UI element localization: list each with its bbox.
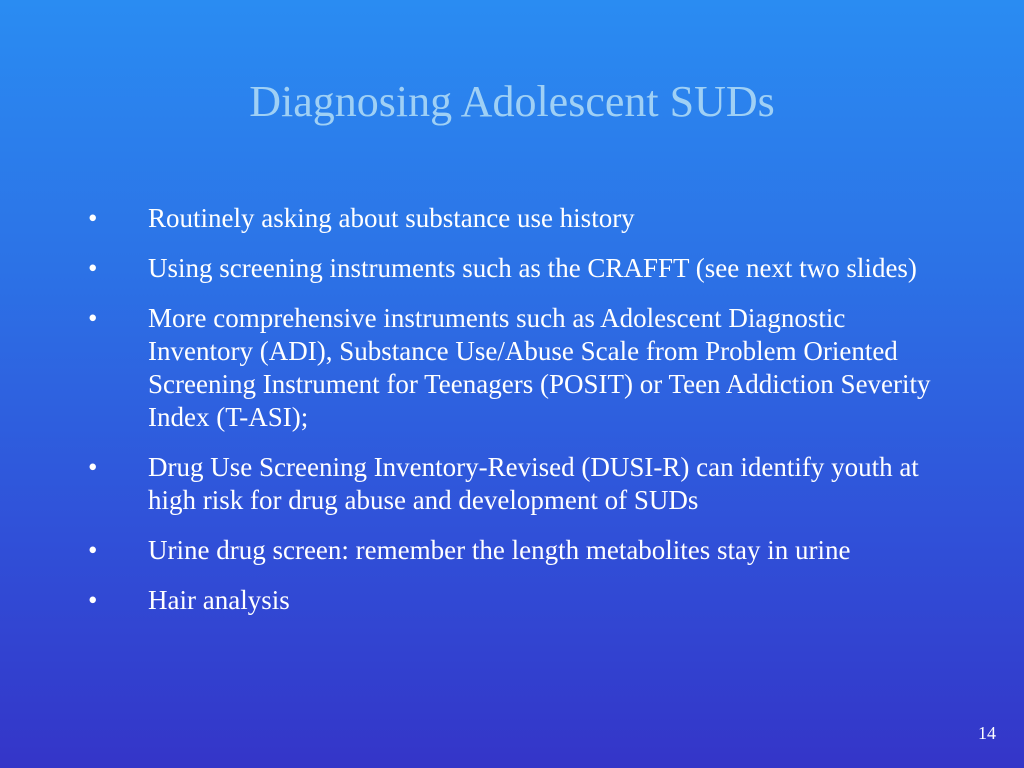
bullet-text: Hair analysis [148,585,290,615]
bullet-text: Routinely asking about substance use history [148,203,635,233]
bullet-item [84,451,954,517]
bullet-dot-icon: • [88,535,98,565]
bullet-item [84,302,954,434]
bullet-item [84,252,954,285]
bullet-list [84,202,954,634]
bullet-dot-icon: • [88,452,98,482]
bullet-text: More comprehensive instruments such as Adolescent Diagnostic Inventory (ADI), Substance Use/Abuse Scale from Problem Oriented Screening Instrument for Teenagers (POSIT) or Teen Addiction Severity Index (T-ASI); [148,303,931,432]
bullet-text: Using screening instruments such as the CRAFFT (see next two slides) [148,253,917,283]
bullet-dot-icon: • [88,253,98,283]
page-number: 14 [978,723,996,743]
bullet-item [84,202,954,235]
bullet-text: Drug Use Screening Inventory-Revised (DUSI-R) can identify youth at high risk for drug abuse and development of SUDs [148,452,919,515]
slide-title: Diagnosing Adolescent SUDs [249,77,775,126]
bullet-dot-icon: • [88,203,98,233]
bullet-item [84,584,954,617]
bullet-dot-icon: • [88,303,98,333]
bullet-text: Urine drug screen: remember the length metabolites stay in urine [148,535,851,565]
bullet-dot-icon: • [88,585,98,615]
bullet-item [84,534,954,567]
